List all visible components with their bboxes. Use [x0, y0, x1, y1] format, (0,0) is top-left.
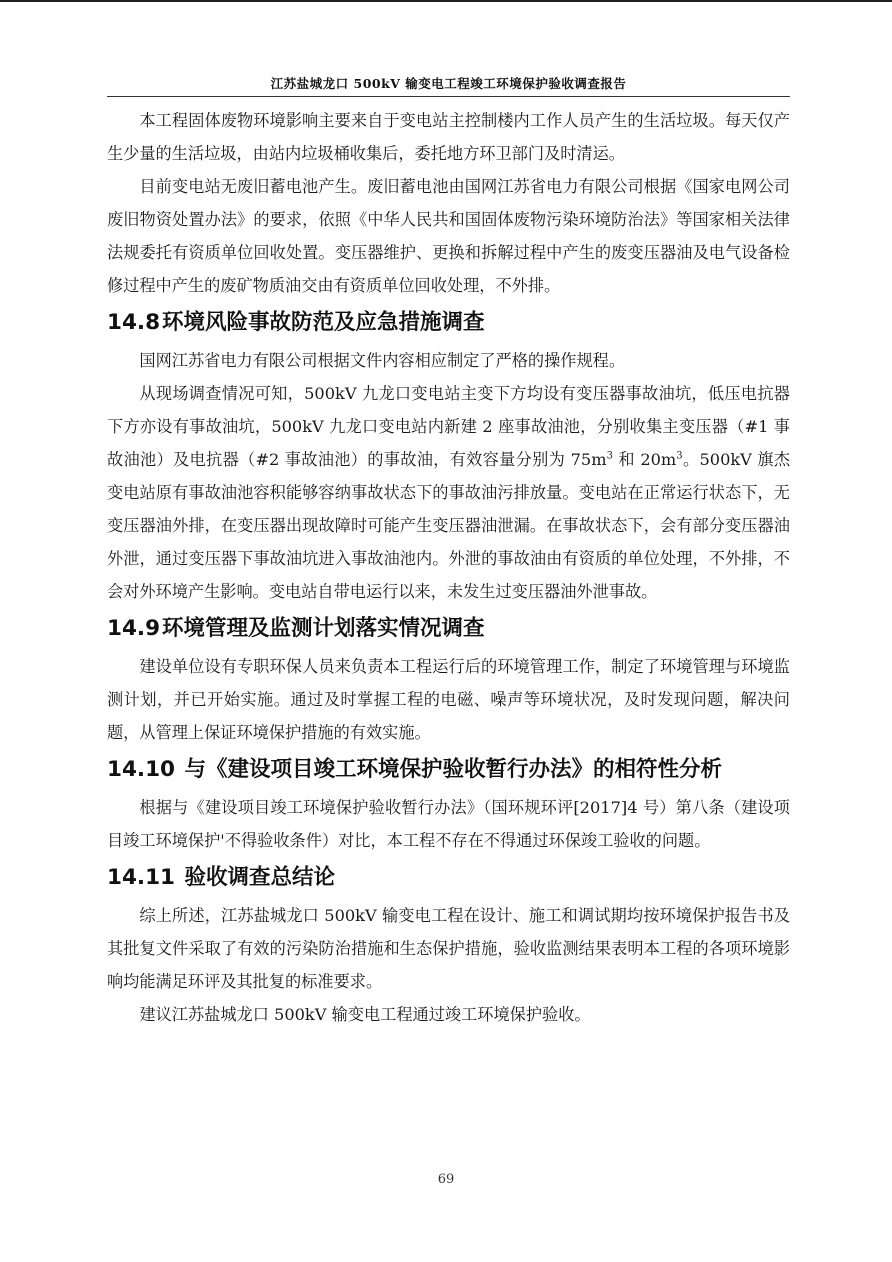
section-heading-14-10 [107, 749, 790, 791]
header-rule [107, 96, 790, 97]
section-title: 环境管理及监测计划落实情况调查 [162, 616, 485, 641]
text-run: 和 20m [612, 450, 677, 469]
text-run: 从现场调查情况可知，500kV 九龙口变电站主变下方均设有变压器事故油坑，低压电抗器下方亦设有事故油坑，500kV 九龙口变电站内新建 2 座事故油池，分别收集主变压器（#1 事故油池）及电抗器（#2 事故油池）的事故油，有效容量分别为 75m [107, 384, 790, 469]
section-title: 与《建设项目竣工环境保护验收暂行办法》的相符性分析 [184, 757, 723, 782]
section-number: 14.11 [107, 865, 176, 890]
section-heading-14-9 [107, 608, 790, 650]
superscript: 3 [676, 450, 683, 462]
paragraph-conclusion-2: 建议江苏盐城龙口 500kV 输变电工程通过竣工环境保护验收。 [139, 1005, 591, 1024]
section-title: 环境风险事故防范及应急措施调查 [162, 310, 485, 335]
section-number: 14.9 [107, 616, 161, 641]
section-heading-14-11 [107, 857, 790, 899]
paragraph-risk-1: 国网江苏省电力有限公司根据文件内容相应制定了严格的操作规程。 [139, 351, 626, 370]
top-border [0, 0, 892, 2]
paragraph-solid-waste: 本工程固体废物环境影响主要来自于变电站主控制楼内工作人员产生的生活垃圾。每天仅产生少量的生活垃圾，由站内垃圾桶收集后，委托地方环卫部门及时清运。 [107, 111, 790, 163]
section-number: 14.8 [107, 310, 161, 335]
section-number: 14.10 [107, 757, 176, 782]
paragraph-conformity: 根据与《建设项目竣工环境保护验收暂行办法》（国环规环评[2017]4 号）第八条（建设项目竣工环境保护'不得验收条件）对比，本工程不存在不得通过环保竣工验收的问题。 [107, 798, 790, 850]
document-body [107, 104, 790, 1031]
section-heading-14-8 [107, 302, 790, 344]
page-header: 江苏盐城龙口 500kV 输变电工程竣工环境保护验收调查报告 [270, 76, 627, 91]
superscript: 3 [606, 450, 613, 462]
paragraph-management: 建设单位设有专职环保人员来负责本工程运行后的环境管理工作，制定了环境管理与环境监测计划，并已开始实施。通过及时掌握工程的电磁、噪声等环境状况，及时发现问题，解决问题，从管理上保证环境保护措施的有效实施。 [107, 657, 790, 742]
page-number: 69 [437, 1172, 455, 1187]
paragraph-batteries: 目前变电站无废旧蓄电池产生。废旧蓄电池由国网江苏省电力有限公司根据《国家电网公司废旧物资处置办法》的要求，依照《中华人民共和国固体废物污染环境防治法》等国家相关法律法规委托有资质单位回收处置。变压器维护、更换和拆解过程中产生的废变压器油及电气设备检修过程中产生的废矿物质油交由有资质单位回收处理，不外排。 [107, 177, 790, 295]
section-title: 验收调查总结论 [184, 865, 336, 890]
text-run: 。500kV 旗杰变电站原有事故油池容积能够容纳事故状态下的事故油污排放量。变电站在正常运行状态下，无变压器油外排，在变压器出现故障时可能产生变压器油泄漏。在事故状态下，会有部分变压器油外泄，通过变压器下事故油坑进入事故油池内。外泄的事故油由有资质的单位处理，不外排，不会对外环境产生影响。变电站自带电运行以来，未发生过变压器油外泄事故。 [107, 450, 791, 601]
paragraph-risk-2 [107, 377, 790, 608]
paragraph-conclusion-1: 综上所述，江苏盐城龙口 500kV 输变电工程在设计、施工和调试期均按环境保护报告书及其批复文件采取了有效的污染防治措施和生态保护措施，验收监测结果表明本工程的各项环境影响均能满足环评及其批复的标准要求。 [107, 906, 790, 991]
